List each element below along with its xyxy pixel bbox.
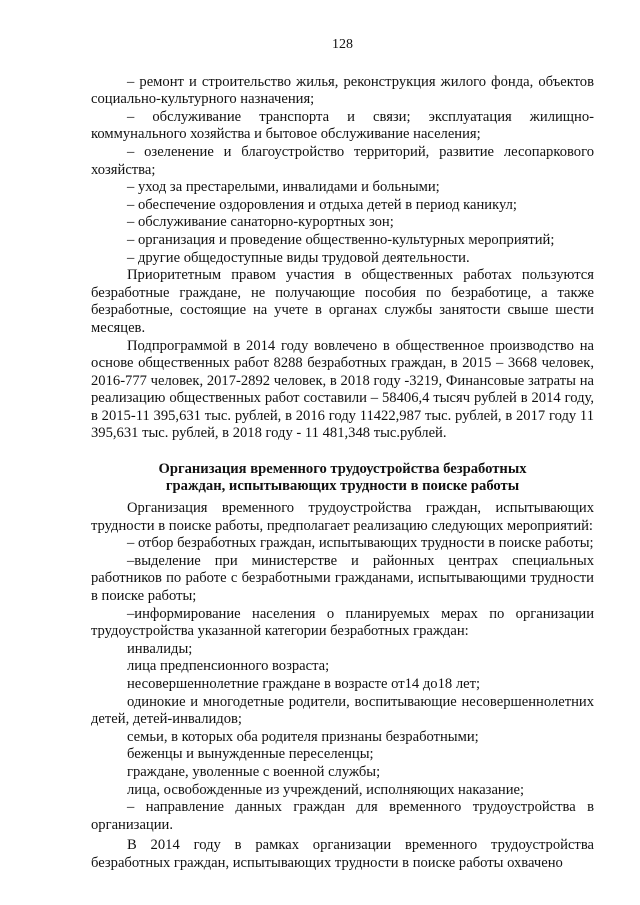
list-item-cultural-events: – организация и проведение общественно-культурных мероприятий; [127,231,555,248]
page-number: 128 [332,37,353,52]
section-heading-line-2: граждан, испытывающих трудности в поиске работы [165,477,520,494]
category-pre-retirement: лица предпенсионного возраста; [127,658,330,675]
category-single-parents: одинокие и многодетные родители, воспитывающие несовершеннолетних детей, детей-инвалидов; [91,693,594,728]
category-minors: несовершеннолетние граждане в возрасте от14 до18 лет; [127,676,481,692]
paragraph-priority: Приоритетным правом участия в общественных работах пользуются безработные граждане, не получающие пособия по безработице, а также безработные, состоящие на учете в органах службы занятости свыше шести месяцев. [91,267,594,336]
section-heading-line-1: Организация временного трудоустройства безработных [158,461,527,478]
category-disabled: инвалиды; [127,640,193,657]
category-released-prisoners: лица, освобожденные из учреждений, исполняющих наказание; [127,781,525,798]
paragraph-organization: Организация временного трудоустройства граждан, испытывающих трудности в поиске работы, предполагает реализацию следующих мероприятий: [91,500,594,534]
list-item-repair: – ремонт и строительство жилья, реконструкция жилого фонда, объектов социально-культурного назначения; [91,73,594,108]
list-item-children-rest: – обеспечение оздоровления и отдыха детей в период каникул; [127,196,517,213]
list-item-informing: –информирование населения о планируемых мерах по организации трудоустройства указанной категории безработных граждан: [91,605,594,640]
paragraph-direction: – направление данных граждан для временного трудоустройства в организации. [91,799,594,833]
category-military: граждане, уволенные с военной службы; [127,763,381,780]
category-refugees: беженцы и вынужденные переселенцы; [127,746,374,763]
list-item-selection: – отбор безработных граждан, испытывающих трудности в поиске работы; [127,535,594,552]
section-heading [91,461,594,494]
list-item-transport: – обслуживание транспорта и связи; эксплуатация жилищно-коммунального хозяйства и бытовое обслуживание населения; [91,108,594,143]
paragraph-2014: В 2014 году в рамках организации временного трудоустройства безработных граждан, испытывающих трудности в поиске работы охвачено [91,837,594,871]
list-item-other-work: – другие общедоступные виды трудовой деятельности. [127,249,470,266]
category-unemployed-families: семьи, в которых оба родителя признаны безработными; [127,728,479,745]
paragraph-subprogram: Подпрограммой в 2014 году вовлечено в общественное производство на основе общественных работ 8288 безработных граждан, в 2015 – 3668 человек, 2016-777 человек, 2017-2892 человек, в 2018 году -3219, Финансовые затраты на реализацию общественных работ составили – 58406,4 тысяч рублей в 2014 году, в 2015-11 395,631 тыс. рублей, в 2016 году 11422,987 тыс. рублей, в 2017 году 11 395,631 тыс. рублей, в 2018 году - 11 481,348 тыс.рублей. [91,337,594,442]
list-item-specialists: –выделение при министерстве и районных центрах специальных работников по работе с безработными гражданами, испытывающими трудности в поиске работы; [91,552,594,605]
list-item-landscaping: – озеленение и благоустройство территорий, развитие лесопаркового хозяйства; [91,143,594,178]
list-item-care: – уход за престарелыми, инвалидами и больными; [127,179,440,196]
list-item-resort: – обслуживание санаторно-курортных зон; [127,214,394,231]
